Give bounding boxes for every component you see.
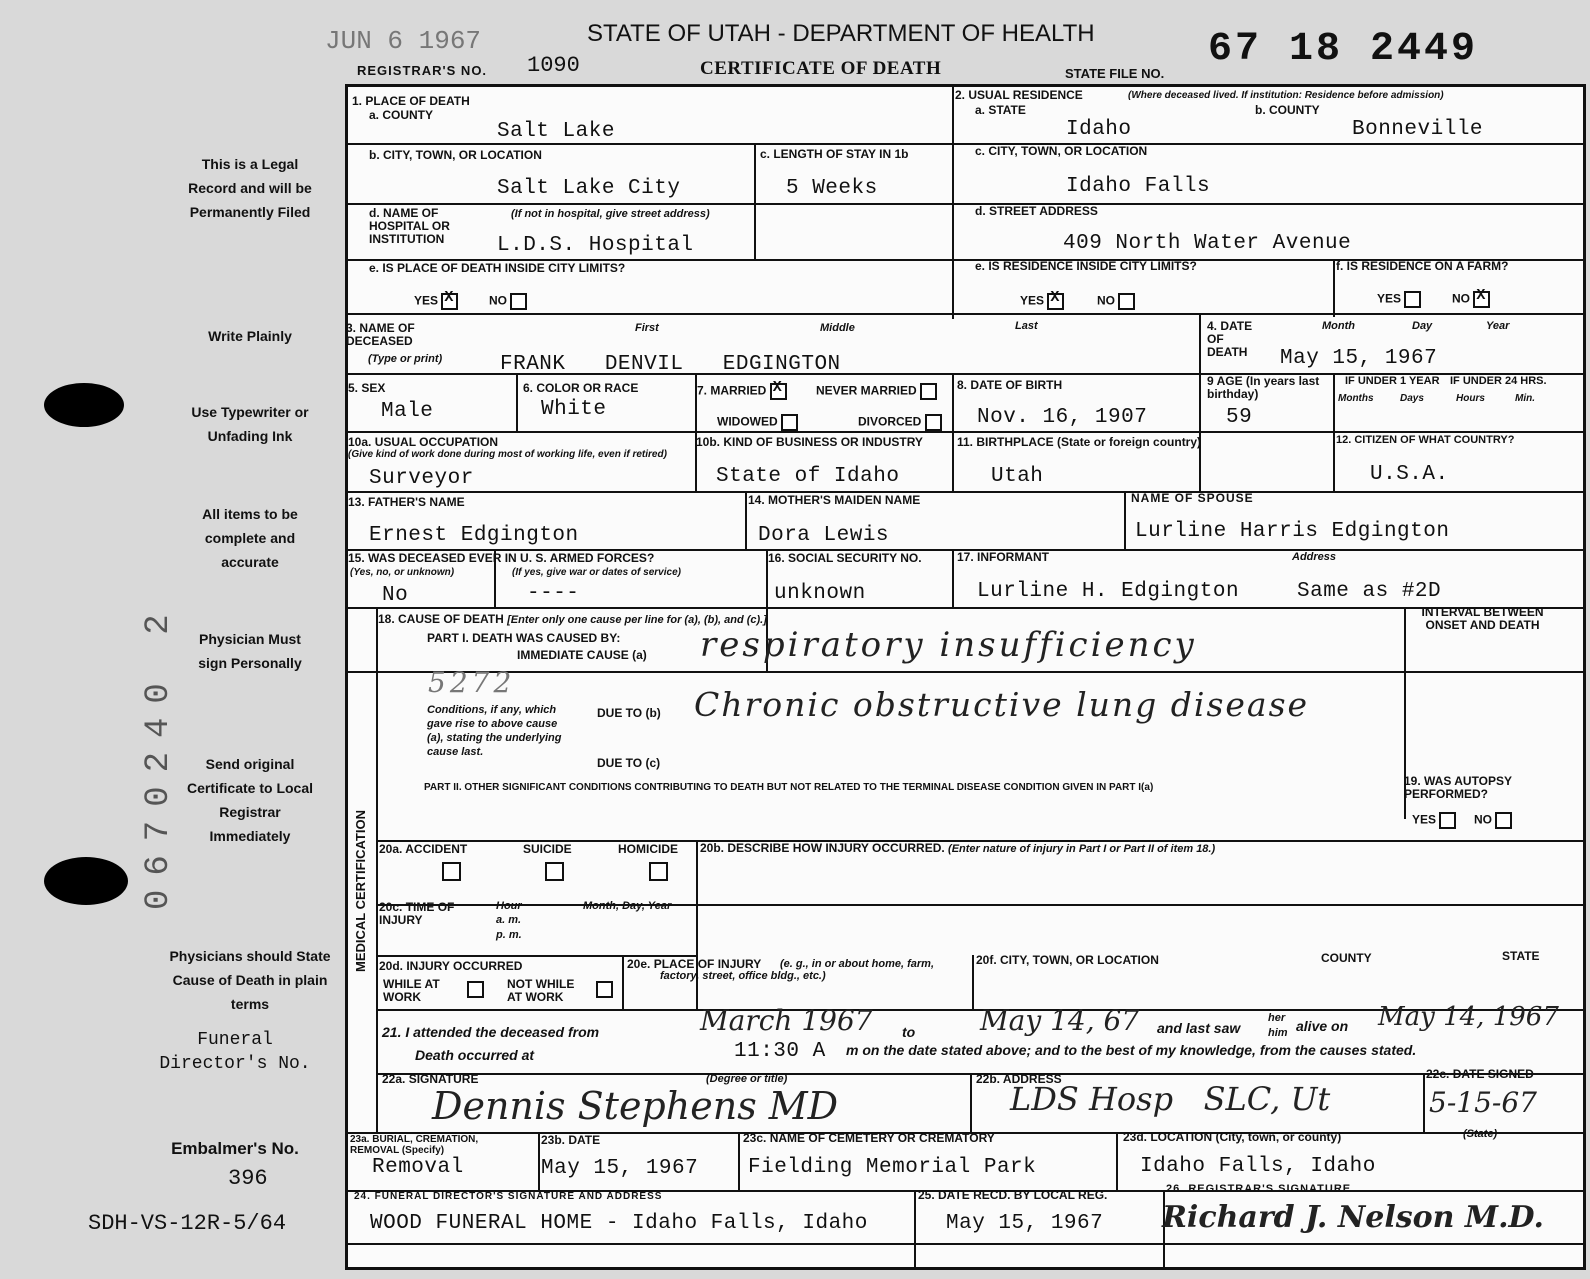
armed-forces-note1: (Yes, no, or unknown)	[350, 567, 455, 578]
residence-inside-no[interactable]: NO	[1097, 293, 1135, 310]
note-typewriter: Use Typewriter or Unfading Ink	[191, 404, 309, 444]
injury-state-label: STATE	[1502, 949, 1540, 963]
state-file-no: 67 18 2449	[1208, 27, 1479, 72]
death-city: Salt Lake City	[497, 177, 681, 200]
accident-label: 20a. ACCIDENT	[379, 842, 468, 856]
registrar-no: 1090	[527, 53, 580, 78]
divorced-option[interactable]: DIVORCED	[858, 414, 942, 431]
physician-address: LDS Hosp SLC, Ut	[1010, 1080, 1331, 1118]
hospital-label: d. NAME OF HOSPITAL OR INSTITUTION	[369, 206, 450, 246]
burial-location-label: 23d. LOCATION (City, town, or county)	[1123, 1130, 1342, 1144]
cause-b: Chronic obstructive lung disease	[694, 685, 1310, 724]
usual-residence-note: (Where deceased lived. If institution: Residence before admission)	[1128, 90, 1444, 101]
informant: Lurline H. Edgington	[977, 580, 1240, 603]
length-of-stay: 5 Weeks	[786, 177, 878, 200]
widowed-option[interactable]: WIDOWED	[717, 414, 798, 431]
father-name: Ernest Edgington	[369, 524, 579, 547]
registrar-label: REGISTRAR'S NO.	[357, 63, 488, 78]
place-of-death-label: 1. PLACE OF DEATH	[352, 94, 470, 108]
embalmer-no: 396	[228, 1166, 268, 1191]
part2-label: PART II. OTHER SIGNIFICANT CONDITIONS CONTRIBUTING TO DEATH BUT NOT RELATED TO THE TERMINAL DISEASE CONDITION GIVEN IN PART I(a)	[424, 782, 1154, 793]
married-checkbox[interactable]	[770, 383, 787, 400]
alive-on-label: alive on	[1296, 1018, 1349, 1034]
not-while-at-work-checkbox[interactable]	[596, 981, 613, 998]
armed-service: ----	[527, 582, 580, 605]
residence-city-label: c. CITY, TOWN, OR LOCATION	[975, 144, 1148, 158]
married-option[interactable]: 7. MARRIED X	[697, 383, 787, 400]
burial-location: Idaho Falls, Idaho	[1140, 1155, 1376, 1178]
describe-injury-label: 20b. DESCRIBE HOW INJURY OCCURRED. (Enter nature of injury in Part I or Part II of item 18.)	[700, 841, 1216, 855]
registrar-signature-label: 26. REGISTRAR'S SIGNATURE	[1166, 1183, 1352, 1195]
occupation-note: (Give kind of work done during most of working life, even if retired)	[348, 449, 667, 460]
residence-street: 409 North Water Avenue	[1063, 232, 1352, 255]
her-label: her	[1268, 1012, 1286, 1024]
mother-name: Dora Lewis	[758, 524, 890, 547]
never-married-checkbox[interactable]	[920, 383, 937, 400]
dob-label: 8. DATE OF BIRTH	[957, 378, 1063, 392]
degree-label: (Degree or title)	[706, 1073, 788, 1085]
received-stamp: JUN 6 1967	[325, 26, 482, 56]
death-time: 11:30 A	[734, 1040, 826, 1063]
note-physicians-cause: Physicians should State Cause of Death in plain terms	[169, 948, 331, 1012]
last-label: Last	[1015, 320, 1038, 332]
residence-inside-yes-checkbox[interactable]	[1047, 293, 1064, 310]
hospital-note: (If not in hospital, give street address)	[511, 208, 710, 220]
physician-address-label: 22b. ADDRESS	[976, 1072, 1062, 1086]
cemetery-label: 23c. NAME OF CEMETERY OR CREMATORY	[743, 1131, 995, 1145]
residence-state: Idaho	[1066, 118, 1132, 141]
am-label: a. m.	[496, 914, 522, 926]
deceased-name: FRANK DENVIL EDGINGTON	[500, 353, 841, 376]
informant-label: 17. INFORMANT	[957, 550, 1050, 564]
autopsy-no-checkbox[interactable]	[1495, 812, 1512, 829]
autopsy-no[interactable]: NO	[1474, 812, 1512, 829]
farm-no[interactable]: NO X	[1452, 291, 1490, 308]
place-of-injury-label: 20e. PLACE OF INJURY	[627, 957, 762, 971]
burial-date: May 15, 1967	[541, 1157, 699, 1180]
last-saw-label: and last saw	[1157, 1020, 1241, 1036]
spouse-name: Lurline Harris Edgington	[1135, 520, 1450, 543]
note-complete: All items to be complete and accurate	[202, 506, 298, 570]
dod-day-label: Day	[1412, 320, 1433, 332]
place-of-injury-note: (e. g., in or about home, farm, factory, street, office bldg., etc.)	[660, 958, 935, 982]
ssn-label: 16. SOCIAL SECURITY NO.	[768, 551, 922, 565]
mother-label: 14. MOTHER'S MAIDEN NAME	[748, 493, 921, 507]
residence-county: Bonneville	[1352, 118, 1484, 141]
inside-city-no[interactable]: NO	[489, 293, 527, 310]
informant-address-label: Address	[1292, 551, 1337, 563]
residence-street-label: d. STREET ADDRESS	[975, 204, 1098, 218]
while-at-work[interactable]: WHILE AT WORK	[383, 977, 440, 1004]
date-of-birth: Nov. 16, 1907	[977, 406, 1148, 429]
note-write-plainly: Write Plainly	[208, 328, 292, 344]
funeral-home: WOOD FUNERAL HOME - Idaho Falls, Idaho	[370, 1212, 868, 1235]
months-label: Months	[1338, 393, 1374, 404]
inside-city-yes[interactable]: YES X	[414, 293, 458, 310]
inside-city-no-checkbox[interactable]	[510, 293, 527, 310]
funeral-director-sig-label: 24. FUNERAL DIRECTOR'S SIGNATURE AND ADDRESS	[354, 1191, 663, 1202]
armed-forces: No	[382, 584, 409, 607]
funeral-director-label: Funeral Director's No.	[159, 1030, 311, 1074]
not-while-at-work[interactable]: NOT WHILE AT WORK	[507, 977, 575, 1004]
death-city-label: b. CITY, TOWN, OR LOCATION	[369, 148, 542, 162]
to-label: to	[902, 1024, 916, 1040]
name-label: 3. NAME OF DECEASED	[346, 321, 415, 348]
state-file-label: STATE FILE NO.	[1065, 66, 1165, 81]
suicide-checkbox[interactable]	[545, 862, 564, 881]
registrar-signature: Richard J. Nelson M.D.	[1162, 1200, 1544, 1235]
farm-label: f. IS RESIDENCE ON A FARM?	[1336, 259, 1509, 273]
inside-city-label: e. IS PLACE OF DEATH INSIDE CITY LIMITS?	[369, 261, 626, 275]
divorced-checkbox[interactable]	[925, 414, 942, 431]
middle-label: Middle	[820, 322, 855, 334]
agency-title: STATE OF UTAH - DEPARTMENT OF HEALTH	[587, 20, 1095, 47]
length-of-stay-label: c. LENGTH OF STAY IN 1b	[760, 147, 909, 161]
note-legal-record: This is a Legal Record and will be Permanently Filed	[188, 156, 312, 220]
physician-signature: Dennis Stephens MD	[432, 1084, 839, 1128]
hospital-name: L.D.S. Hospital	[497, 234, 694, 257]
farm-yes[interactable]: YES	[1377, 291, 1421, 308]
business-label: 10b. KIND OF BUSINESS OR INDUSTRY	[696, 435, 923, 449]
suicide-label: SUICIDE	[523, 842, 572, 856]
homicide-checkbox[interactable]	[649, 862, 668, 881]
ssn: unknown	[774, 582, 866, 605]
days-label: Days	[1400, 393, 1424, 404]
attended-to: May 14, 67	[980, 1004, 1140, 1037]
date-received: May 15, 1967	[946, 1212, 1104, 1235]
residence-inside-no-checkbox[interactable]	[1118, 293, 1135, 310]
business: State of Idaho	[716, 465, 900, 488]
date-received-label: 25. DATE RECD. BY LOCAL REG.	[918, 1188, 1108, 1202]
note-send-original: Send original Certificate to Local Registrar Immediately	[186, 756, 314, 844]
immediate-cause-label: IMMEDIATE CAUSE (a)	[517, 648, 647, 662]
sex-label: 5. SEX	[348, 381, 386, 395]
farm-no-checkbox[interactable]	[1473, 291, 1490, 308]
hour-label: Hour	[496, 900, 522, 912]
death-occurred-label: Death occurred at	[415, 1047, 535, 1063]
injury-county-label: COUNTY	[1321, 951, 1372, 965]
mdy-label: Month, Day, Year	[583, 900, 672, 912]
occupation-label: 10a. USUAL OCCUPATION	[348, 435, 499, 449]
inside-city-yes-checkbox[interactable]	[441, 293, 458, 310]
burial-label: 23a. BURIAL, CREMATION, REMOVAL (Specify)	[350, 1134, 479, 1156]
homicide-label: HOMICIDE	[618, 842, 678, 856]
form-code: SDH-VS-12R-5/64	[88, 1211, 287, 1236]
age-value: 59	[1226, 406, 1253, 429]
cause-code: 5272	[428, 666, 516, 699]
residence-inside-yes[interactable]: YES X	[1020, 293, 1064, 310]
widowed-checkbox[interactable]	[781, 414, 798, 431]
dod-month-label: Month	[1322, 320, 1355, 332]
certificate-title: CERTIFICATE OF DEATH	[700, 58, 942, 79]
pm-label: p. m.	[496, 929, 522, 941]
under-24-hrs-label: IF UNDER 24 HRS.	[1450, 375, 1547, 387]
residence-state-label: a. STATE	[975, 103, 1026, 117]
time-of-injury-label: 20c. TIME OF INJURY	[379, 900, 455, 927]
note-physician-sign: Physician Must sign Personally	[198, 631, 302, 671]
date-signed-label: 22c. DATE SIGNED	[1426, 1067, 1534, 1081]
occupation: Surveyor	[369, 467, 474, 490]
cemetery: Fielding Memorial Park	[748, 1156, 1037, 1179]
birthplace-label: 11. BIRTHPLACE (State or foreign country)	[957, 435, 1202, 449]
punch-hole-bottom	[44, 857, 128, 905]
injury-occurred-label: 20d. INJURY OCCURRED	[379, 959, 523, 973]
date-of-death-label: 4. DATE OF DEATH	[1207, 319, 1253, 359]
him-label: him	[1268, 1027, 1288, 1039]
part1-label: PART I. DEATH WAS CAUSED BY:	[427, 631, 621, 645]
residence-inside-label: e. IS RESIDENCE INSIDE CITY LIMITS?	[975, 259, 1197, 273]
medical-certification-label: MEDICAL CERTIFICATION	[353, 809, 368, 972]
alive-date: May 14, 1967	[1378, 1002, 1559, 1032]
embalmer-label: Embalmer's No.	[171, 1139, 299, 1158]
citizen: U.S.A.	[1370, 463, 1449, 486]
sex-value: Male	[381, 400, 434, 423]
father-label: 13. FATHER'S NAME	[348, 495, 465, 509]
min-label: Min.	[1515, 393, 1535, 404]
microfilm-number: 0670240 2	[140, 600, 178, 910]
autopsy-label: 19. WAS AUTOPSY PERFORMED?	[1404, 774, 1512, 801]
injury-city-label: 20f. CITY, TOWN, OR LOCATION	[976, 953, 1159, 967]
spouse-label: NAME OF SPOUSE	[1131, 491, 1254, 505]
dod-year-label: Year	[1486, 320, 1510, 332]
cause-label: 18. CAUSE OF DEATH [Enter only one cause per line for (a), (b), and (c).]	[378, 612, 767, 626]
armed-forces-label: 15. WAS DECEASED EVER IN U. S. ARMED FORCES?	[348, 551, 655, 565]
conditions-note: Conditions, if any, which gave rise to above cause (a), stating the underlying cause last.	[427, 704, 562, 758]
race-value: White	[541, 398, 607, 421]
burial: Removal	[372, 1156, 464, 1179]
due-b-label: DUE TO (b)	[597, 706, 661, 720]
farm-yes-checkbox[interactable]	[1404, 291, 1421, 308]
accident-checkbox[interactable]	[442, 862, 461, 881]
cause-a: respiratory insufficiency	[700, 625, 1197, 665]
while-at-work-checkbox[interactable]	[467, 981, 484, 998]
residence-city: Idaho Falls	[1066, 175, 1211, 198]
burial-state-label: (State)	[1463, 1128, 1498, 1140]
autopsy-yes[interactable]: YES	[1412, 812, 1456, 829]
death-occurred-rest: m on the date stated above; and to the best of my knowledge, from the causes stated.	[846, 1042, 1417, 1058]
armed-forces-note2: (If yes, give war or dates of service)	[512, 567, 681, 578]
birthplace: Utah	[991, 465, 1044, 488]
residence-county-label: b. COUNTY	[1255, 103, 1320, 117]
signature-label: 22a. SIGNATURE	[382, 1072, 479, 1086]
age-label: 9 AGE (In years last birthday)	[1207, 374, 1320, 401]
usual-residence-label: 2. USUAL RESIDENCE	[955, 88, 1083, 102]
first-label: First	[635, 322, 659, 334]
attended-from: March 1967	[700, 1004, 873, 1037]
under-1-year-label: IF UNDER 1 YEAR	[1345, 375, 1440, 387]
date-of-death: May 15, 1967	[1280, 347, 1438, 370]
punch-hole-top	[44, 383, 124, 427]
citizen-label: 12. CITIZEN OF WHAT COUNTRY?	[1336, 434, 1515, 446]
autopsy-yes-checkbox[interactable]	[1439, 812, 1456, 829]
informant-address: Same as #2D	[1297, 580, 1442, 603]
date-signed: 5-15-67	[1429, 1086, 1537, 1119]
death-county: Salt Lake	[497, 120, 615, 143]
death-county-label: a. COUNTY	[369, 108, 434, 122]
hours-label: Hours	[1456, 393, 1485, 404]
interval-label: INTERVAL BETWEEN ONSET AND DEATH	[1421, 605, 1544, 632]
attended-label: 21. I attended the deceased from	[382, 1024, 600, 1040]
name-sub: (Type or print)	[368, 353, 443, 365]
burial-date-label: 23b. DATE	[541, 1133, 601, 1147]
due-c-label: DUE TO (c)	[597, 756, 661, 770]
race-label: 6. COLOR OR RACE	[523, 381, 639, 395]
never-married-option[interactable]: NEVER MARRIED	[816, 383, 937, 400]
